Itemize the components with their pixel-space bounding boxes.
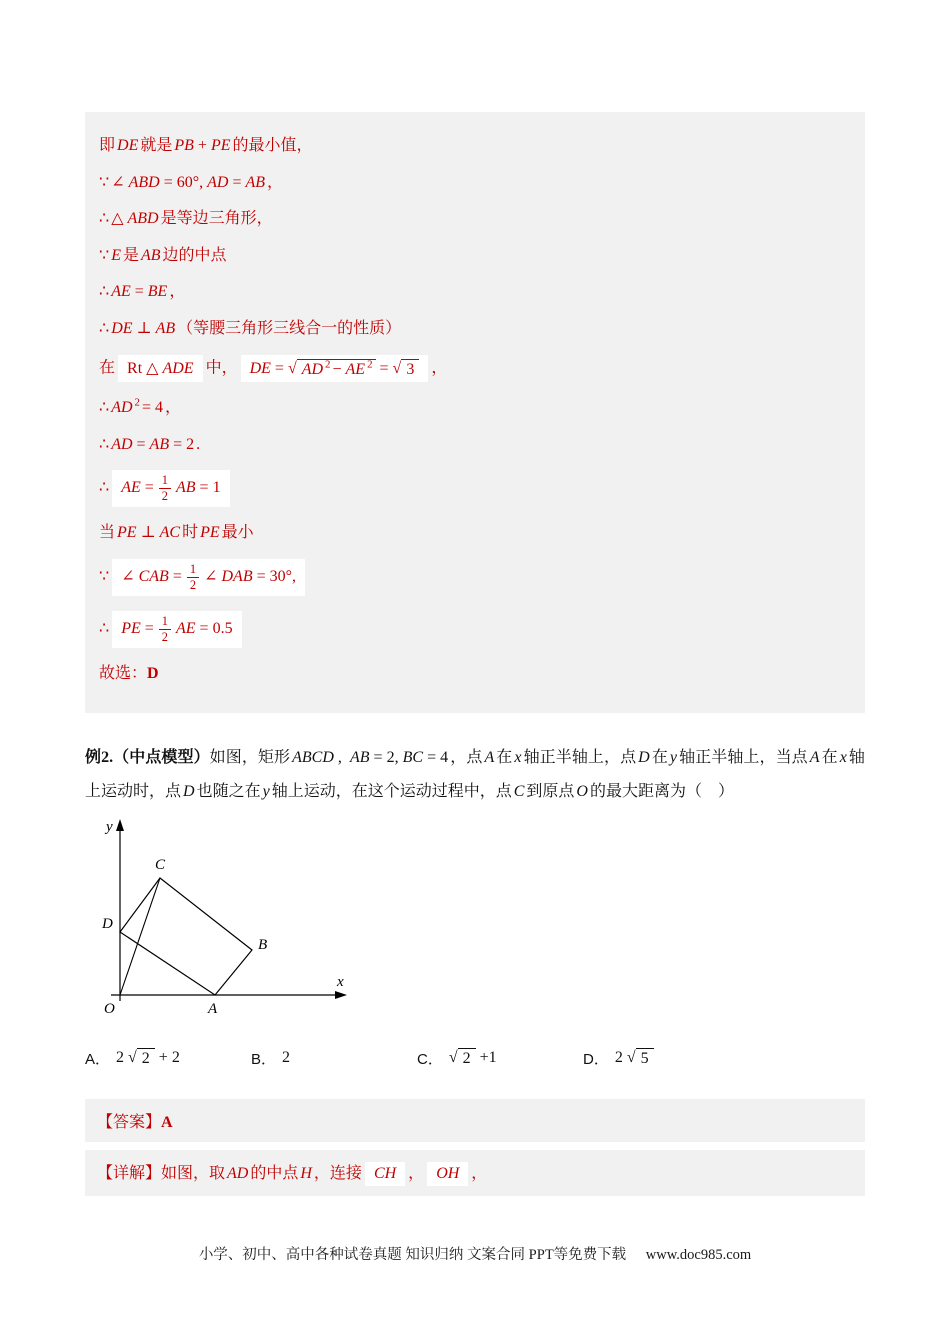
math-operator: =: [144, 619, 154, 637]
math-variable: D: [183, 782, 195, 800]
text: 中，: [205, 359, 238, 377]
equation-box: [365, 1162, 405, 1186]
text: ∴: [99, 435, 110, 453]
text: 轴正半轴上，点: [523, 749, 637, 767]
text: ∵: [99, 568, 110, 586]
numerator: 1: [159, 614, 171, 630]
text: 轴正半轴上，当点: [679, 749, 808, 767]
math-operator: 2: [462, 1049, 471, 1067]
math-variable: AE: [176, 619, 196, 637]
math-variable: AE: [121, 479, 141, 497]
math-variable: AD: [301, 360, 324, 378]
math-operator: ,: [337, 749, 346, 767]
radicand: [401, 359, 419, 379]
equation-box: [112, 470, 229, 507]
text: ，: [164, 399, 181, 417]
label-x-axis: x: [337, 973, 344, 990]
math-variable: AC: [159, 524, 181, 542]
proof-line-9: [99, 434, 851, 456]
text: 是等边三角形，: [160, 210, 273, 228]
math-operator: 2: [282, 1049, 291, 1067]
proof-line-5: [99, 281, 851, 303]
text: 的最大距离为（ ）: [589, 782, 734, 800]
text: 在: [651, 749, 668, 767]
text: 在: [821, 749, 838, 767]
option-a-formula: [114, 1048, 182, 1068]
math-variable: A: [809, 749, 820, 767]
math-operator: △: [146, 359, 159, 377]
sqrt-expression: [393, 359, 420, 379]
text: ，连接: [313, 1164, 362, 1182]
y-axis-arrow-icon: [116, 819, 124, 831]
superscript: 2: [367, 358, 373, 371]
math-variable: ABD: [127, 210, 159, 228]
radicand: [137, 1048, 155, 1068]
emphasis-text: 例2.（中点模型）: [85, 749, 210, 767]
radicand: [297, 359, 376, 379]
math-variable: AD: [111, 435, 133, 453]
sqrt-expression: [128, 1048, 155, 1068]
text: ∵: [99, 173, 110, 191]
equation-box: [427, 1162, 468, 1186]
text: ∴: [99, 619, 110, 637]
x-axis-arrow-icon: [335, 991, 347, 999]
math-operator: ⊥: [140, 524, 156, 542]
text: 最小: [221, 524, 254, 542]
math-variable: PB: [174, 137, 194, 154]
emphasis-text: A: [161, 1113, 173, 1131]
math-variable: D: [638, 749, 650, 767]
fraction: [187, 562, 199, 593]
math-variable: C: [513, 782, 525, 800]
label-point-d: D: [102, 915, 113, 932]
text: ，点: [450, 749, 483, 767]
text: （等腰三角形三线合一的性质）: [177, 319, 402, 337]
proof-line-13: [99, 611, 851, 648]
text: 边的中点: [162, 246, 227, 264]
label-point-a: A: [208, 1000, 218, 1017]
text: 的中点: [250, 1164, 299, 1182]
text: 即: [99, 137, 116, 154]
denominator: 2: [161, 629, 168, 644]
math-variable: PE: [117, 524, 137, 542]
options-row: [85, 1048, 865, 1069]
math-operator: 3: [406, 360, 415, 378]
math-variable: DE: [117, 137, 139, 154]
option-d-label: D．: [583, 1050, 609, 1068]
sqrt-expression: [449, 1048, 476, 1068]
math-operator: = 30°,: [256, 568, 297, 586]
proof-line-8: [99, 397, 851, 419]
proof-line-10: [99, 470, 851, 507]
math-operator: =: [134, 283, 144, 301]
geometry-diagram: [85, 815, 950, 1032]
text: 如图，矩形: [209, 749, 291, 767]
option-d-formula: [613, 1048, 656, 1068]
text: 轴上运动，在这个运动过程中，点: [271, 782, 512, 800]
detail-line: [97, 1160, 853, 1186]
option-b-label: B．: [251, 1050, 277, 1068]
math-operator: =: [172, 568, 182, 586]
math-variable: AD: [111, 399, 133, 417]
proof-line-2: [99, 172, 851, 194]
option-c: [417, 1048, 583, 1069]
radical-sign: √: [128, 1048, 137, 1066]
math-variable: AD: [207, 173, 229, 191]
math-variable: CAB: [138, 568, 169, 586]
math-operator: = 0.5: [199, 619, 233, 637]
label-point-b: B: [258, 936, 268, 953]
superscript: 2: [325, 358, 331, 371]
radical-sign: √: [392, 359, 402, 377]
math-operator: = 1: [199, 479, 221, 497]
math-operator: + 2: [158, 1049, 180, 1067]
math-operator: =: [379, 359, 389, 377]
math-variable: A: [484, 749, 495, 767]
option-a-label: A．: [85, 1050, 111, 1068]
text: 在: [496, 749, 513, 767]
math-variable: H: [300, 1164, 312, 1182]
equation-box: [112, 559, 305, 596]
math-variable: AD: [227, 1164, 249, 1182]
radical-sign: √: [287, 359, 297, 377]
proof-line-11: [99, 522, 851, 544]
math-operator: +1: [479, 1049, 497, 1067]
math-variable: O: [576, 782, 588, 800]
math-variable: y: [669, 749, 678, 767]
proof-line-1: [99, 135, 851, 157]
sqrt-expression: [288, 359, 376, 379]
math-operator: =: [274, 359, 284, 377]
math-operator: +: [197, 137, 207, 154]
math-operator: = 2: [173, 435, 195, 453]
math-operator: =: [144, 479, 154, 497]
math-operator: ∠: [121, 568, 135, 586]
denominator: 2: [161, 489, 168, 504]
option-d: [583, 1048, 749, 1069]
math-operator: ∠: [111, 173, 125, 191]
math-variable: AB: [176, 479, 196, 497]
math-operator: = 60°,: [163, 173, 204, 191]
solution-proof-block: [85, 112, 865, 713]
text: 轴上运动时，点: [85, 749, 865, 800]
math-variable: AB: [149, 435, 170, 453]
text: ∴: [99, 399, 110, 417]
radical-sign: √: [626, 1048, 636, 1066]
text: ，: [267, 173, 284, 191]
diagram-svg: [85, 815, 365, 1027]
math-variable: BE: [147, 283, 168, 301]
text: 就是: [140, 137, 173, 154]
option-b-formula: [280, 1049, 292, 1067]
text: .: [196, 435, 201, 453]
proof-line-12: [99, 559, 851, 596]
proof-line-conclusion: [99, 663, 851, 685]
equation-box: [118, 355, 203, 383]
radicand: [636, 1048, 654, 1068]
math-operator: 2: [614, 1049, 623, 1067]
math-variable: AB: [245, 173, 266, 191]
math-variable: ADE: [162, 359, 194, 377]
numerator: 1: [159, 473, 171, 489]
option-c-label: C．: [417, 1050, 443, 1068]
text: 也随之在: [196, 782, 261, 800]
text: ，: [169, 283, 186, 301]
text: 【答案】: [97, 1113, 162, 1131]
math-variable: x: [839, 749, 847, 767]
math-variable: DE: [249, 359, 271, 377]
math-variable: DAB: [221, 568, 253, 586]
math-variable: PE: [121, 619, 141, 637]
math-variable: OH: [436, 1164, 460, 1182]
option-c-formula: [447, 1048, 499, 1068]
denominator: 2: [189, 577, 197, 592]
text: 是: [122, 246, 139, 264]
text: ，: [431, 359, 448, 377]
problem-statement: [85, 741, 865, 808]
text: ，: [471, 1164, 488, 1182]
label-origin: O: [104, 1000, 115, 1017]
math-operator: = 4: [141, 399, 163, 417]
answer-block: [85, 1099, 865, 1142]
text: 当: [99, 524, 116, 542]
proof-line-6: [99, 318, 851, 340]
emphasis-text: D: [147, 664, 159, 682]
fraction: [159, 473, 171, 504]
math-operator: 2: [141, 1049, 150, 1067]
math-operator: ⊥: [136, 319, 152, 337]
superscript: 2: [134, 396, 140, 409]
math-operator: Rt: [127, 359, 143, 377]
math-variable: y: [262, 782, 270, 800]
math-variable: CH: [373, 1164, 397, 1182]
math-variable: E: [111, 246, 121, 264]
math-operator: =: [232, 173, 242, 191]
text: 的最小值，: [232, 137, 313, 154]
text: ∴: [99, 479, 110, 497]
text: ，: [408, 1164, 425, 1182]
proof-line-4: [99, 245, 851, 267]
page-footer: [0, 1243, 950, 1264]
text: 到原点: [526, 782, 575, 800]
math-variable: AB: [155, 319, 176, 337]
math-variable: AE: [345, 360, 366, 378]
math-variable: AB: [349, 749, 370, 767]
numerator: 1: [187, 562, 199, 578]
equation-box: [241, 355, 429, 383]
math-operator: 2: [116, 1049, 125, 1067]
answer-line: [97, 1109, 853, 1132]
text: 时: [182, 524, 199, 542]
radicand: [458, 1048, 476, 1068]
math-operator: △: [111, 210, 124, 228]
math-operator: = 4: [427, 749, 449, 767]
label-point-c: C: [155, 856, 166, 873]
math-operator: 5: [640, 1049, 649, 1067]
math-variable: x: [514, 749, 522, 767]
proof-line-7: [99, 355, 851, 383]
math-variable: DE: [111, 319, 133, 337]
text: ∴: [99, 283, 110, 301]
math-variable: PE: [210, 137, 231, 154]
math-variable: PE: [200, 524, 220, 542]
math-operator: −: [332, 360, 342, 378]
label-y-axis: y: [106, 818, 113, 835]
text: ∴: [99, 319, 110, 337]
footer-url[interactable]: www.doc985.com: [645, 1247, 752, 1263]
math-variable: AE: [111, 283, 131, 301]
math-variable: ABCD: [292, 749, 334, 767]
math-variable: BC: [402, 749, 424, 767]
equation-box: [112, 611, 241, 648]
math-operator: ∠: [204, 568, 218, 586]
fraction: [159, 614, 171, 645]
option-a: [85, 1048, 251, 1069]
text: ∴: [99, 210, 110, 228]
detail-block: [85, 1150, 865, 1196]
math-operator: =: [136, 435, 146, 453]
option-b: [251, 1048, 417, 1069]
sqrt-expression: [627, 1048, 654, 1068]
math-variable: ABD: [128, 173, 160, 191]
text: 在: [99, 359, 116, 377]
text: 故选：: [99, 664, 148, 682]
text: 【详解】如图，取: [97, 1164, 226, 1182]
radical-sign: √: [448, 1048, 458, 1066]
footer-text: 小学、初中、高中各种试卷真题 知识归纳 文案合同 PPT等免费下载: [198, 1247, 627, 1263]
math-variable: AB: [140, 246, 161, 264]
math-operator: = 2,: [373, 749, 399, 767]
text: ∵: [99, 246, 110, 264]
proof-line-3: [99, 208, 851, 230]
